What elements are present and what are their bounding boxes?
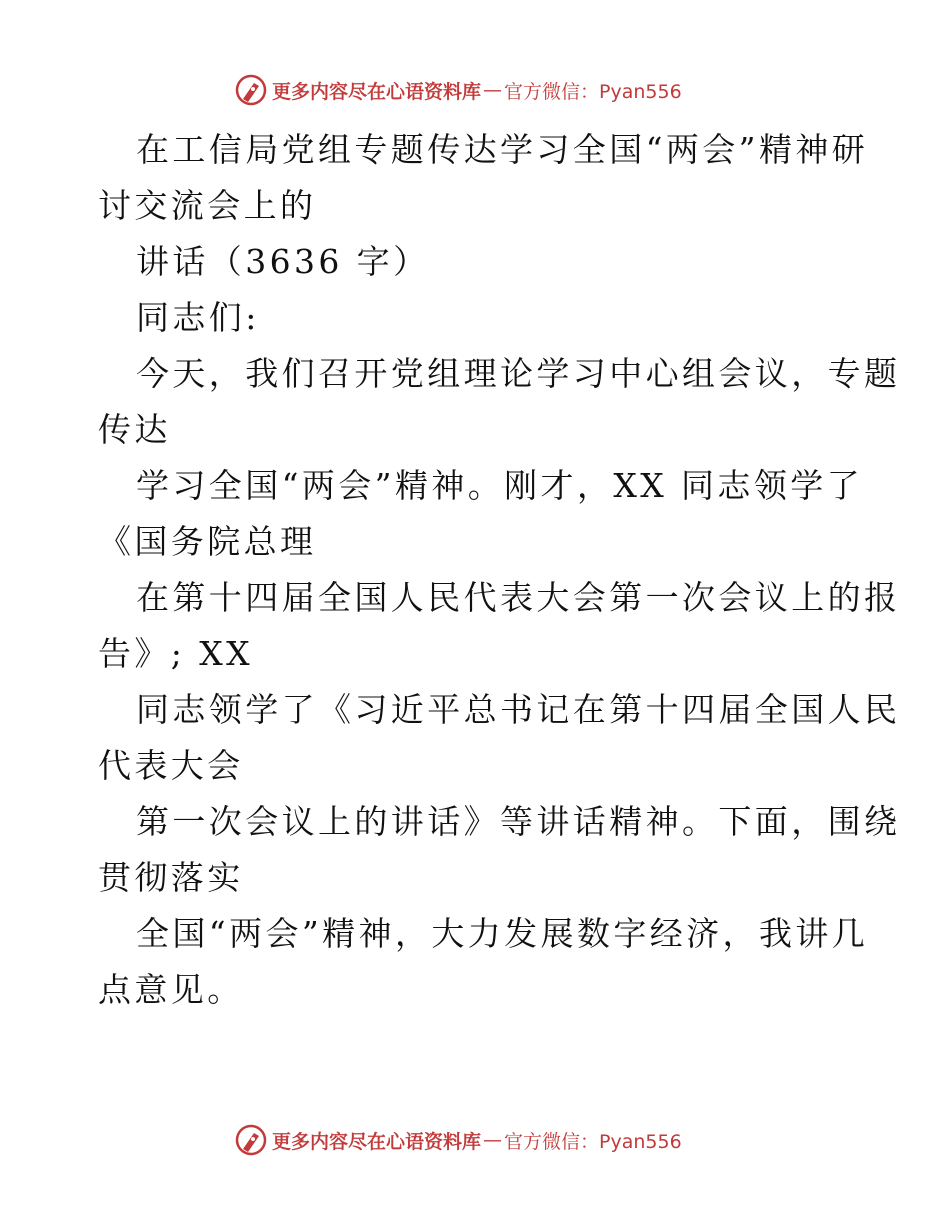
- watermark-separator: —: [483, 1129, 503, 1151]
- paragraph-line: 贯彻落实: [98, 858, 244, 897]
- watermark-site-text: 更多内容尽在心语资料库: [272, 1130, 482, 1153]
- watermark-wechat-text: 官方微信：Pyan556: [504, 80, 682, 103]
- watermark-site-text: 更多内容尽在心语资料库: [272, 80, 482, 103]
- header-watermark: [234, 71, 714, 109]
- title-line-3: 讲话（3636 字）: [136, 242, 430, 281]
- paragraph-line: 传达: [98, 410, 171, 449]
- footer-watermark: [234, 1121, 714, 1159]
- document-body: [98, 122, 901, 1018]
- paragraph-line: 第一次会议上的讲话》等讲话精神。下面，围绕: [136, 802, 901, 841]
- paragraph-line: 在第十四届全国人民代表大会第一次会议上的报: [136, 578, 901, 617]
- paragraph-line: 同志领学了《习近平总书记在第十四届全国人民: [136, 690, 901, 729]
- paragraph-line: 学习全国“两会”精神。刚才，XX 同志领学了: [136, 466, 864, 505]
- paragraph-line: 今天，我们召开党组理论学习中心组会议，专题: [136, 354, 901, 393]
- title-line-2: 讨交流会上的: [98, 186, 317, 225]
- paragraph-line: 告》; XX: [98, 634, 253, 673]
- watermark-separator: —: [483, 79, 503, 101]
- watermark-wechat-text: 官方微信：Pyan556: [504, 1130, 682, 1153]
- paragraph-line: 点意见。: [98, 970, 244, 1009]
- paragraph-line: 代表大会: [98, 746, 244, 785]
- paragraph-line: 全国“两会”精神，大力发展数字经济，我讲几: [136, 914, 869, 953]
- salutation-line: 同志们:: [136, 298, 260, 337]
- title-line-1: 在工信局党组专题传达学习全国“两会”精神研: [136, 130, 869, 169]
- pen-nib-logo-icon: [234, 73, 268, 107]
- paragraph-line: 《国务院总理: [98, 522, 317, 561]
- pen-nib-logo-icon: [234, 1123, 268, 1157]
